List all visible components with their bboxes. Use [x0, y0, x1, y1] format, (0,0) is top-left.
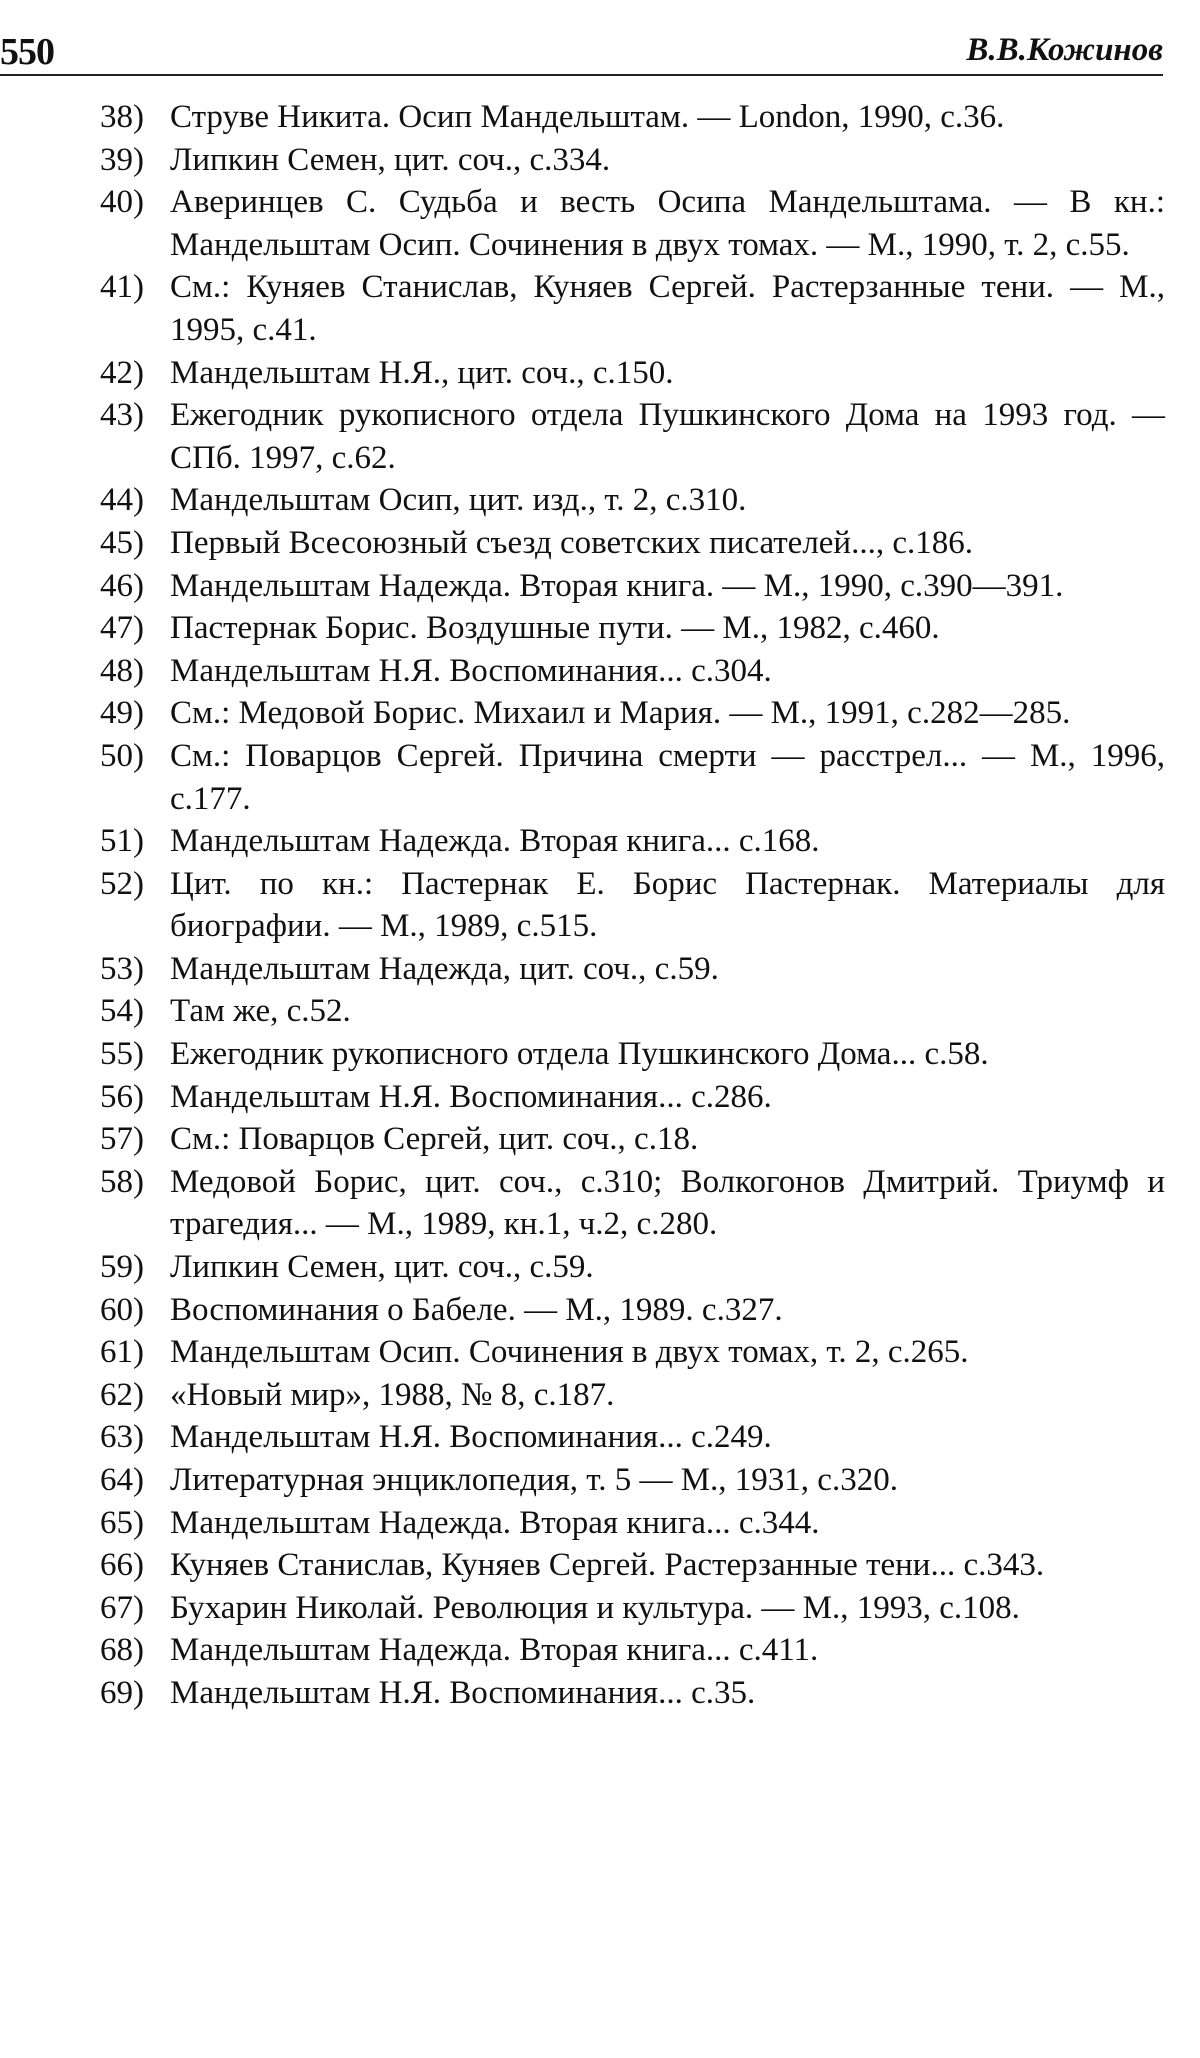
note-text: Первый Всесоюзный съезд советских писателей..., с.186. [170, 524, 973, 561]
note-number: 50) [100, 737, 144, 774]
note-text: Мандельштам Н.Я. Воспоминания... с.286. [170, 1078, 772, 1115]
note-item [100, 990, 1165, 1033]
note-number: 61) [100, 1334, 144, 1371]
note-item [100, 1502, 1165, 1545]
note-text: Мандельштам Надежда, цит. соч., с.59. [170, 950, 719, 987]
note-text: Там же, с.52. [170, 993, 351, 1030]
running-head: В.В.Кожинов [966, 32, 1163, 68]
note-number: 52) [100, 865, 144, 902]
note-text: Мандельштам Надежда. Вторая книга... с.344. [170, 1504, 820, 1541]
note-text: Бухарин Николай. Революция и культура. — М., 1993, с.108. [170, 1589, 1020, 1626]
note-item [100, 650, 1165, 693]
note-item [100, 1033, 1165, 1076]
note-item [100, 1672, 1165, 1715]
note-number: 49) [100, 695, 144, 732]
note-number: 56) [100, 1078, 144, 1115]
note-number: 59) [100, 1249, 144, 1286]
note-text: «Новый мир», 1988, № 8, с.187. [170, 1376, 615, 1413]
note-text: Мандельштам Осип, цит. изд., т. 2, с.310. [170, 482, 747, 519]
note-text: Мандельштам Н.Я. Воспоминания... с.249. [170, 1419, 772, 1456]
note-item [100, 1289, 1165, 1332]
note-text: См.: Поварцов Сергей. Причина смерти — расстрел... — М., 1996, с.177. [170, 737, 1165, 817]
page-number: 550 [0, 31, 54, 73]
note-number: 60) [100, 1291, 144, 1328]
note-text: Липкин Семен, цит. соч., с.334. [170, 141, 611, 178]
note-item [100, 1246, 1165, 1289]
note-number: 43) [100, 397, 144, 434]
note-item [100, 1374, 1165, 1417]
note-number: 45) [100, 524, 144, 561]
note-number: 42) [100, 354, 144, 391]
note-item [100, 863, 1165, 948]
note-number: 38) [100, 99, 144, 135]
note-number: 48) [100, 652, 144, 689]
note-number: 65) [100, 1504, 144, 1541]
notes-list [100, 96, 1165, 1715]
note-item [100, 1331, 1165, 1374]
note-item [100, 139, 1165, 182]
note-item [100, 394, 1165, 479]
note-number: 46) [100, 567, 144, 604]
note-item [100, 1587, 1165, 1630]
note-number: 62) [100, 1376, 144, 1413]
note-number: 54) [100, 993, 144, 1030]
note-text: Мандельштам Н.Я. Воспоминания... с.35. [170, 1674, 756, 1711]
note-text: Мандельштам Надежда. Вторая книга... с.168. [170, 823, 820, 860]
note-text: Литературная энциклопедия, т. 5 — М., 1931, с.320. [170, 1462, 898, 1498]
note-item [100, 1416, 1165, 1459]
note-item [100, 352, 1165, 395]
note-item [100, 607, 1165, 650]
note-number: 66) [100, 1547, 144, 1584]
note-text: Мандельштам Надежда. Вторая книга... с.411. [170, 1632, 819, 1669]
note-item [100, 820, 1165, 863]
note-item [100, 1629, 1165, 1672]
note-item [100, 1459, 1165, 1502]
note-item [100, 692, 1165, 735]
note-number: 41) [100, 269, 144, 306]
note-item [100, 948, 1165, 991]
note-text: Мандельштам Осип. Сочинения в двух томах, т. 2, с.265. [170, 1334, 969, 1371]
note-text: См.: Медовой Борис. Михаил и Мария. — М., 1991, с.282—285. [170, 695, 1071, 732]
note-number: 40) [100, 184, 144, 221]
note-number: 44) [100, 482, 144, 519]
note-text: Липкин Семен, цит. соч., с.59. [170, 1249, 594, 1286]
note-text: Цит. по кн.: Пастернак Е. Борис Пастернак. Материалы для биографии. — М., 1989, с.515. [170, 865, 1165, 945]
note-text: Мандельштам Н.Я. Воспоминания... с.304. [170, 652, 772, 689]
page-header [0, 26, 1163, 76]
note-item [100, 1161, 1165, 1246]
note-item [100, 565, 1165, 608]
note-number: 53) [100, 950, 144, 987]
note-item [100, 522, 1165, 565]
note-text: Пастернак Борис. Воздушные пути. — М., 1982, с.460. [170, 610, 940, 647]
note-item [100, 1544, 1165, 1587]
note-text: Воспоминания о Бабеле. — М., 1989. с.327. [170, 1291, 783, 1328]
note-text: Куняев Станислав, Куняев Сергей. Растерзанные тени... с.343. [170, 1547, 1045, 1584]
note-text: Мандельштам Н.Я., цит. соч., с.150. [170, 354, 674, 391]
note-text: Струве Никита. Осип Мандельштам. — London, 1990, с.36. [170, 99, 1005, 135]
note-item [100, 266, 1165, 351]
note-number: 58) [100, 1163, 144, 1200]
note-item [100, 1118, 1165, 1161]
note-item [100, 181, 1165, 266]
note-number: 63) [100, 1419, 144, 1456]
note-item [100, 1076, 1165, 1119]
note-number: 67) [100, 1589, 144, 1626]
note-item [100, 479, 1165, 522]
note-text: Ежегодник рукописного отдела Пушкинского Дома... с.58. [170, 1036, 989, 1073]
note-text: Мандельштам Надежда. Вторая книга. — М., 1990, с.390—391. [170, 567, 1064, 604]
note-item [100, 735, 1165, 820]
note-number: 51) [100, 823, 144, 860]
note-number: 64) [100, 1462, 144, 1498]
note-number: 47) [100, 610, 144, 647]
note-text: См.: Куняев Станислав, Куняев Сергей. Растерзанные тени. — М., 1995, с.41. [170, 269, 1165, 348]
note-number: 68) [100, 1632, 144, 1669]
note-text: Медовой Борис, цит. соч., с.310; Волкогонов Дмитрий. Триумф и трагедия... — М., 1989, кн.1, ч.2, с.280. [170, 1163, 1165, 1243]
note-number: 39) [100, 141, 144, 178]
note-number: 55) [100, 1036, 144, 1073]
note-number: 69) [100, 1674, 144, 1711]
note-text: Ежегодник рукописного отдела Пушкинского Дома на 1993 год. — СПб. 1997, с.62. [170, 397, 1165, 476]
note-number: 57) [100, 1121, 144, 1158]
note-text: См.: Поварцов Сергей, цит. соч., с.18. [170, 1121, 699, 1158]
note-text: Аверинцев С. Судьба и весть Осипа Мандельштама. — В кн.: Мандельштам Осип. Сочинения в двух томах. — М., 1990, т. 2, с.55. [170, 184, 1165, 263]
note-item [100, 96, 1165, 139]
